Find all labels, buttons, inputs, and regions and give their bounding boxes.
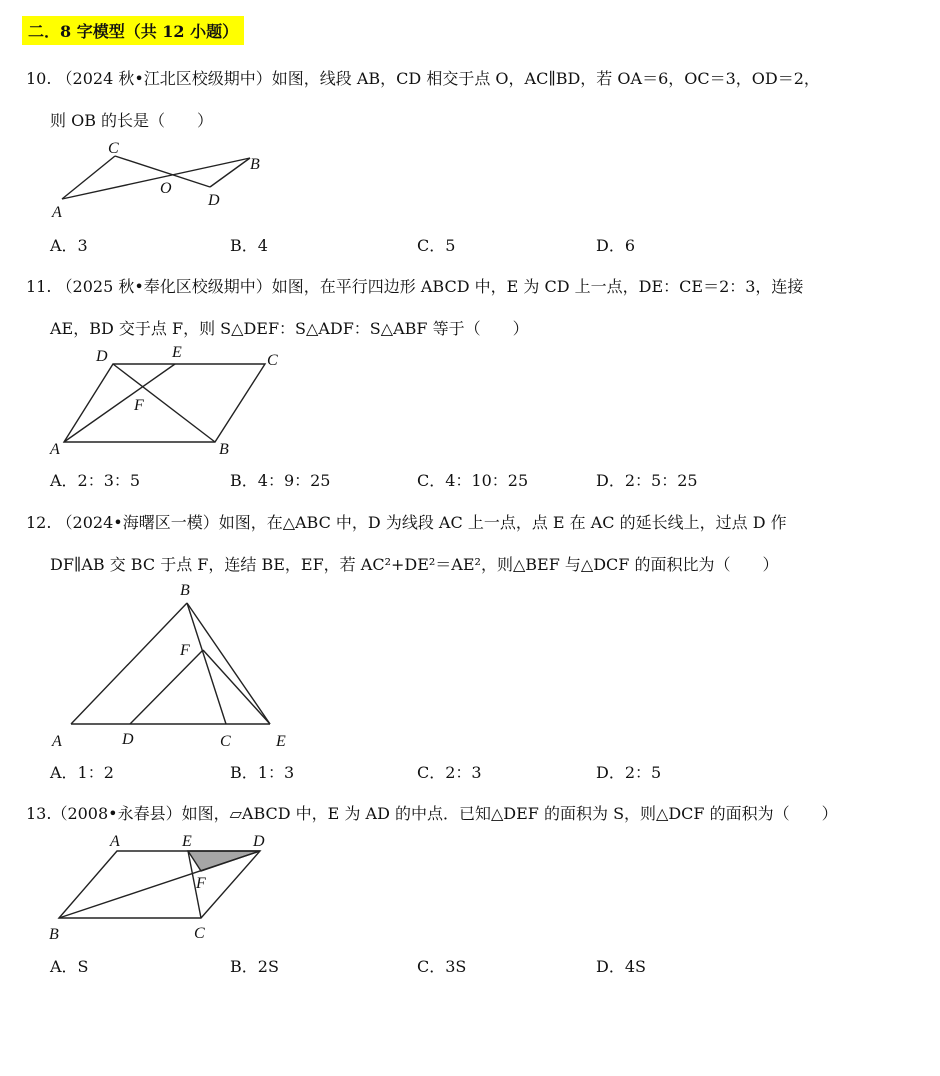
q11-text-line2: AE，BD 交于点 F，则 S△DEF：S△ADF：S△ABF 等于（ ） xyxy=(50,319,529,338)
q13-label-a: A xyxy=(110,833,120,850)
q13-label-c: C xyxy=(194,925,205,942)
q11-label-a: A xyxy=(50,441,60,458)
q12-label-b: B xyxy=(180,582,190,599)
q13-label-e: E xyxy=(182,833,192,850)
q13-option-c[interactable]: C．3S xyxy=(417,957,467,976)
q10-option-c[interactable]: C．5 xyxy=(417,236,456,255)
q11-label-d: D xyxy=(96,348,108,365)
q11-option-a[interactable]: A．2：3：5 xyxy=(50,471,141,490)
q10-option-b[interactable]: B．4 xyxy=(230,236,268,255)
section-title: 二．8 字模型（共 12 小题） xyxy=(22,16,244,45)
q13-option-b[interactable]: B．2S xyxy=(230,957,279,976)
q12-label-f: F xyxy=(180,642,190,659)
q12-option-a[interactable]: A．1：2 xyxy=(50,763,114,782)
q13-label-d: D xyxy=(253,833,265,850)
q11-label-c: C xyxy=(267,352,278,369)
q12-text-line1: 12. （2024•海曙区一模）如图，在△ABC 中，D 为线段 AC 上一点，点 E 在 AC 的延长线上，过点 D 作 xyxy=(26,513,787,532)
q10-label-o: O xyxy=(160,180,172,197)
q12-option-c[interactable]: C．2：3 xyxy=(417,763,482,782)
q12-text-line2: DF∥AB 交 BC 于点 F，连结 BE，EF，若 AC²+DE²＝AE²，则△BEF 与△DCF 的面积比为（ ） xyxy=(50,555,779,574)
q10-label-d: D xyxy=(208,192,220,209)
q11-label-e: E xyxy=(172,344,182,361)
q11-label-b: B xyxy=(219,441,229,458)
q12-label-d: D xyxy=(122,731,134,748)
q12-label-c: C xyxy=(220,733,231,750)
q13-text-line1: 13.（2008•永春县）如图，▱ABCD 中，E 为 AD 的中点．已知△DEF 的面积为 S，则△DCF 的面积为（ ） xyxy=(26,804,838,823)
q11-option-c[interactable]: C．4：10：25 xyxy=(417,471,529,490)
q10-label-b: B xyxy=(250,156,260,173)
q12-label-e: E xyxy=(276,733,286,750)
q13-label-f: F xyxy=(196,875,206,892)
q11-option-b[interactable]: B．4：9：25 xyxy=(230,471,331,490)
q10-text-line2: 则 OB 的长是（ ） xyxy=(50,111,214,130)
q13-option-d[interactable]: D．4S xyxy=(596,957,646,976)
q10-label-c: C xyxy=(108,140,119,157)
q13-option-a[interactable]: A．S xyxy=(50,957,89,976)
q12-option-d[interactable]: D．2：5 xyxy=(596,763,662,782)
q10-label-a: A xyxy=(52,204,62,221)
q10-option-d[interactable]: D．6 xyxy=(596,236,636,255)
q13-label-b: B xyxy=(49,926,59,943)
q10-option-a[interactable]: A．3 xyxy=(50,236,88,255)
q11-option-d[interactable]: D．2：5：25 xyxy=(596,471,698,490)
q12-option-b[interactable]: B．1：3 xyxy=(230,763,295,782)
q10-text-line1: 10. （2024 秋•江北区校级期中）如图，线段 AB，CD 相交于点 O，AC∥BD，若 OA＝6，OC＝3，OD＝2， xyxy=(26,69,820,88)
q11-text-line1: 11. （2025 秋•奉化区校级期中）如图，在平行四边形 ABCD 中，E 为 CD 上一点，DE：CE＝2：3，连接 xyxy=(26,277,804,296)
q12-label-a: A xyxy=(52,733,62,750)
q11-label-f: F xyxy=(134,397,144,414)
